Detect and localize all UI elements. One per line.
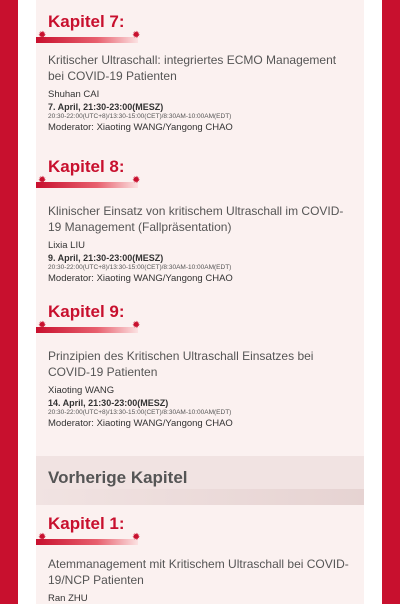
chapter-7: [36, 12, 364, 133]
chapter-body: [36, 52, 364, 133]
chapter-body: [36, 342, 364, 429]
left-red-border: [0, 0, 18, 604]
session-date: 14. April, 21:30-23:00(MESZ): [48, 398, 169, 408]
right-red-border: [382, 0, 400, 604]
moderator: Moderator: Xiaoting WANG/Yangong CHAO: [48, 122, 233, 133]
chapter-title: Kapitel 7:: [48, 12, 125, 31]
chapter-header: [36, 514, 364, 554]
chapter-underline: [36, 37, 138, 43]
virus-icon: ✹: [38, 175, 47, 186]
talk-title: Klinischer Einsatz von kritischem Ultraschall im COVID-19 Management (Fallpräsentation): [48, 204, 344, 234]
speaker-name: Lixia LIU: [48, 240, 85, 251]
previous-chapters-title: Vorherige Kapitel: [48, 468, 188, 487]
moderator: Moderator: Xiaoting WANG/Yangong CHAO: [48, 273, 233, 284]
session-date: 7. April, 21:30-23:00(MESZ): [48, 102, 164, 112]
session-timezones: 20:30-22:00(UTC+8)/13:30-15:00(CET)/8:30AM-10:00AM(EDT): [48, 264, 232, 271]
chapter-header: [36, 12, 364, 52]
chapter-underline: [36, 539, 138, 545]
speaker-name: Xiaoting WANG: [48, 385, 115, 396]
banner-band: [36, 489, 364, 505]
chapter-underline: [36, 182, 138, 188]
session-date: 9. April, 21:30-23:00(MESZ): [48, 253, 164, 263]
chapter-header: [36, 157, 364, 197]
chapter-body: [36, 197, 364, 284]
virus-icon: ✹: [132, 30, 141, 41]
chapter-title: Kapitel 8:: [48, 157, 125, 176]
chapter-title: Kapitel 1:: [48, 514, 125, 533]
speaker-name: Shuhan CAI: [48, 89, 100, 100]
virus-icon: ✹: [132, 175, 141, 186]
virus-icon: ✹: [38, 320, 47, 331]
virus-icon: ✹: [132, 320, 141, 331]
chapter-body: [36, 554, 364, 604]
virus-icon: ✹: [38, 30, 47, 41]
chapter-underline: [36, 327, 138, 333]
chapter-9: [36, 302, 364, 429]
talk-title: Atemmanagement mit Kritischem Ultraschall bei COVID-19/NCP Patienten: [48, 557, 349, 587]
moderator: Moderator: Xiaoting WANG/Yangong CHAO: [48, 418, 233, 429]
talk-title: Prinzipien des Kritischen Ultraschall Einsatzes bei COVID-19 Patienten: [48, 349, 314, 379]
session-timezones: 20:30-22:00(UTC+8)/13:30-15:00(CET)/8:30AM-10:00AM(EDT): [48, 113, 232, 120]
session-timezones: 20:30-22:00(UTC+8)/13:30-15:00(CET)/8:30AM-10:00AM(EDT): [48, 409, 232, 416]
chapter-1: [36, 514, 364, 604]
speaker-name: Ran ZHU: [48, 593, 88, 604]
virus-icon: ✹: [38, 532, 47, 543]
previous-chapters-banner: [36, 456, 364, 504]
chapter-8: [36, 157, 364, 284]
talk-title: Kritischer Ultraschall: integriertes ECMO Management bei COVID-19 Patienten: [48, 53, 337, 83]
chapter-header: [36, 302, 364, 342]
virus-icon: ✹: [132, 532, 141, 543]
chapter-title: Kapitel 9:: [48, 302, 125, 321]
